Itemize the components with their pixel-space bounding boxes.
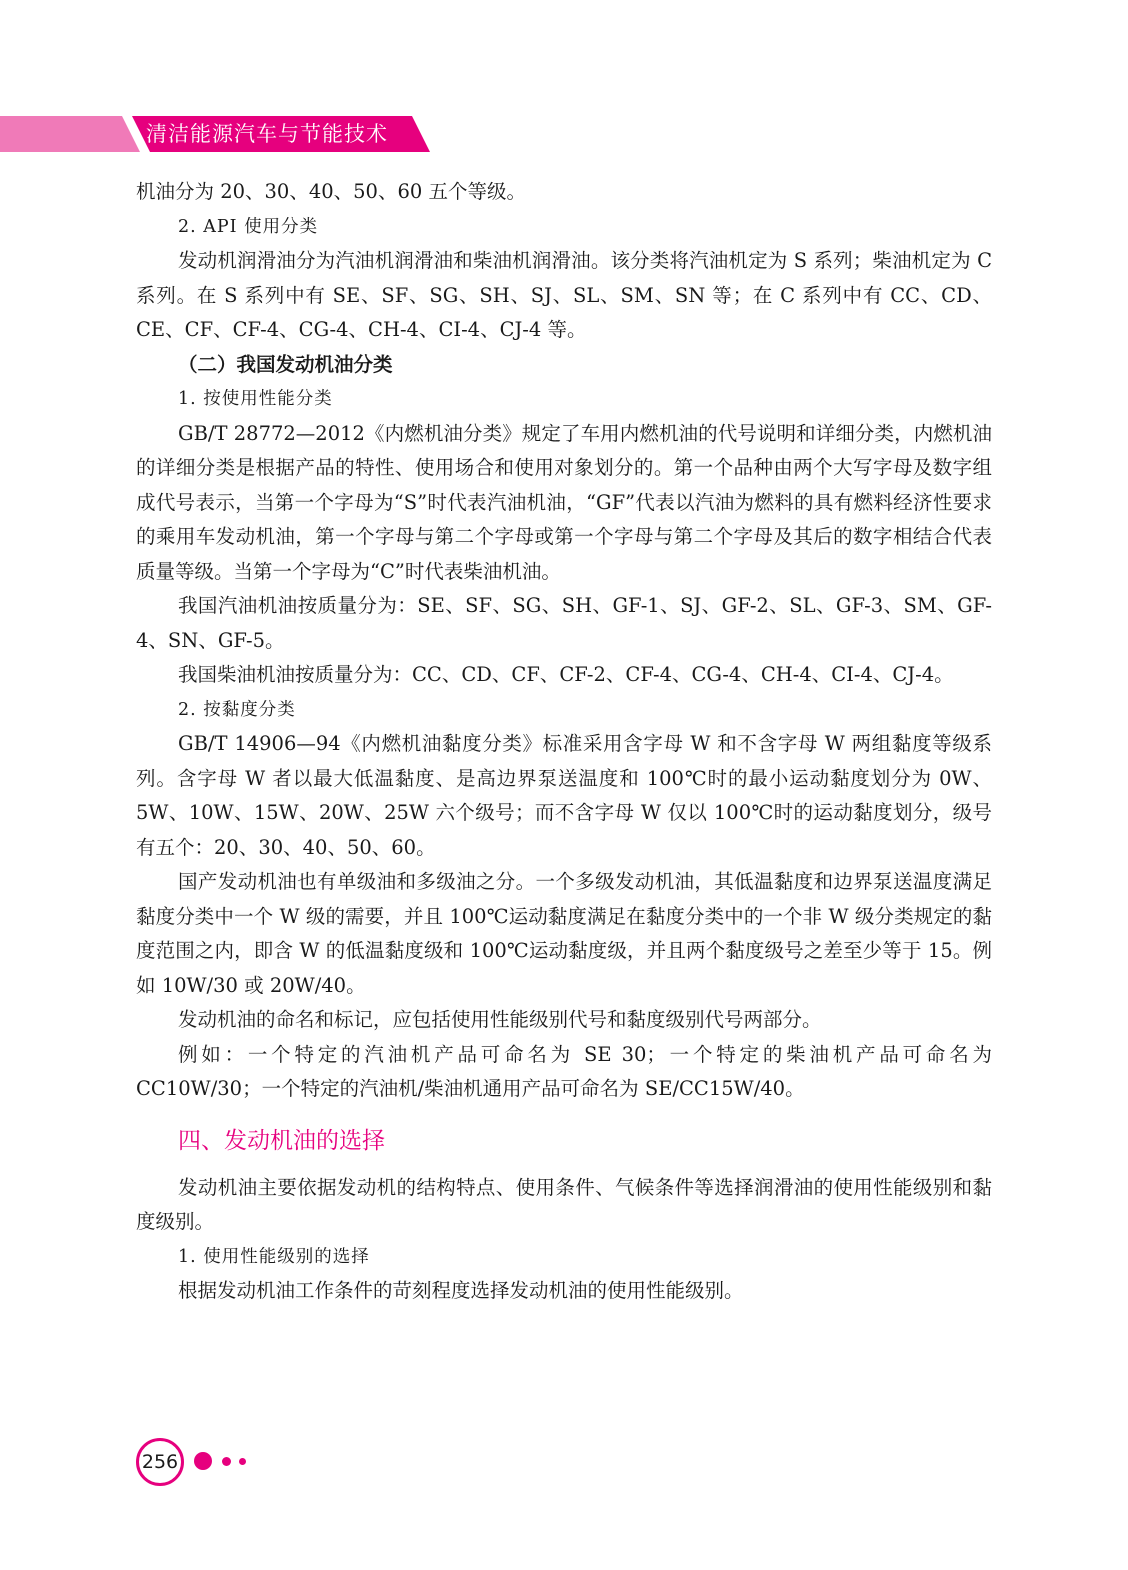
paragraph: 我国汽油机油按质量分为：SE、SF、SG、SH、GF-1、SJ、GF-2、SL、GF-3、SM、GF-4、SN、GF-5。 [136,594,992,652]
decorative-dot-medium [222,1457,231,1466]
decorative-dot-small [239,1458,246,1465]
paragraph: 发动机润滑油分为汽油机润滑油和柴油机润滑油。该分类将汽油机定为 S 系列；柴油机定为 C 系列。在 S 系列中有 SE、SF、SG、SH、SJ、SL、SM、SN 等；在 C 系列中有 CC、CD、CE、CF、CF-4、CG-4、CH-4、CI-4、CJ-4 等。 [136,249,992,341]
subsection-heading: 2. 按黏度分类 [178,699,296,720]
subsection-heading: 1. 按使用性能分类 [178,389,333,409]
paragraph: 例如：一个特定的汽油机产品可命名为 SE 30；一个特定的柴油机产品可命名为 CC10W/30；一个特定的汽油机/柴油机通用产品可命名为 SE/CC15W/40。 [136,1042,992,1100]
section-heading: （二）我国发动机油分类 [178,352,393,376]
paragraph: 发动机油的命名和标记，应包括使用性能级别代号和黏度级别代号两部分。 [178,1008,822,1031]
subsection-heading: 2. API 使用分类 [178,216,319,237]
page-content [136,175,992,1309]
paragraph: 机油分为 20、30、40、50、60 五个等级。 [136,180,526,203]
paragraph: GB/T 28772—2012《内燃机油分类》规定了车用内燃机油的代号说明和详细分类，内燃机油的详细分类是根据产品的特性、使用场合和使用对象划分的。第一个品种由两个大写字母及数字组成代号表示，当第一个字母为“S”时代表汽油机油，“GF”代表以汽油为燃料的具有燃料经济性要求的乘用车发动机油，第一个字母与第二个字母或第一个字母与第二个字母及其后的数字相结合代表质量等级。当第一个字母为“C”时代表柴油机油。 [136,421,992,583]
paragraph: 我国柴油机油按质量分为：CC、CD、CF、CF-2、CF-4、CG-4、CH-4、CI-4、CJ-4。 [178,663,954,686]
chapter-heading: 四、发动机油的选择 [178,1127,385,1154]
subsection-heading: 1. 使用性能级别的选择 [178,1246,370,1267]
paragraph: 国产发动机油也有单级油和多级油之分。一个多级发动机油，其低温黏度和边界泵送温度满足黏度分类中一个 W 级的需要，并且 100℃运动黏度满足在黏度分类中的一个非 W 级分类规定的黏度范围之内，即含 W 的低温黏度级和 100℃运动黏度级，并且两个黏度级号之差至少等于 15。例如 10W/30 或 20W/40。 [136,870,992,997]
header-title: 清洁能源汽车与节能技术 [146,122,388,146]
paragraph: 根据发动机油工作条件的苛刻程度选择发动机油的使用性能级别。 [178,1279,744,1302]
page-number: 256 [136,1438,184,1486]
paragraph: GB/T 14906—94《内燃机油黏度分类》标准采用含字母 W 和不含字母 W 两组黏度等级系列。含字母 W 者以最大低温黏度、是高边界泵送温度和 100℃时的最小运动黏度划分为 0W、5W、10W、15W、20W、25W 六个级号；而不含字母 W 仅以 100℃时的运动黏度划分，级号有五个：20、30、40、50、60。 [136,732,992,859]
paragraph: 发动机油主要依据发动机的结构特点、使用条件、气候条件等选择润滑油的使用性能级别和黏度级别。 [136,1175,992,1233]
decorative-dot-large [194,1452,212,1470]
